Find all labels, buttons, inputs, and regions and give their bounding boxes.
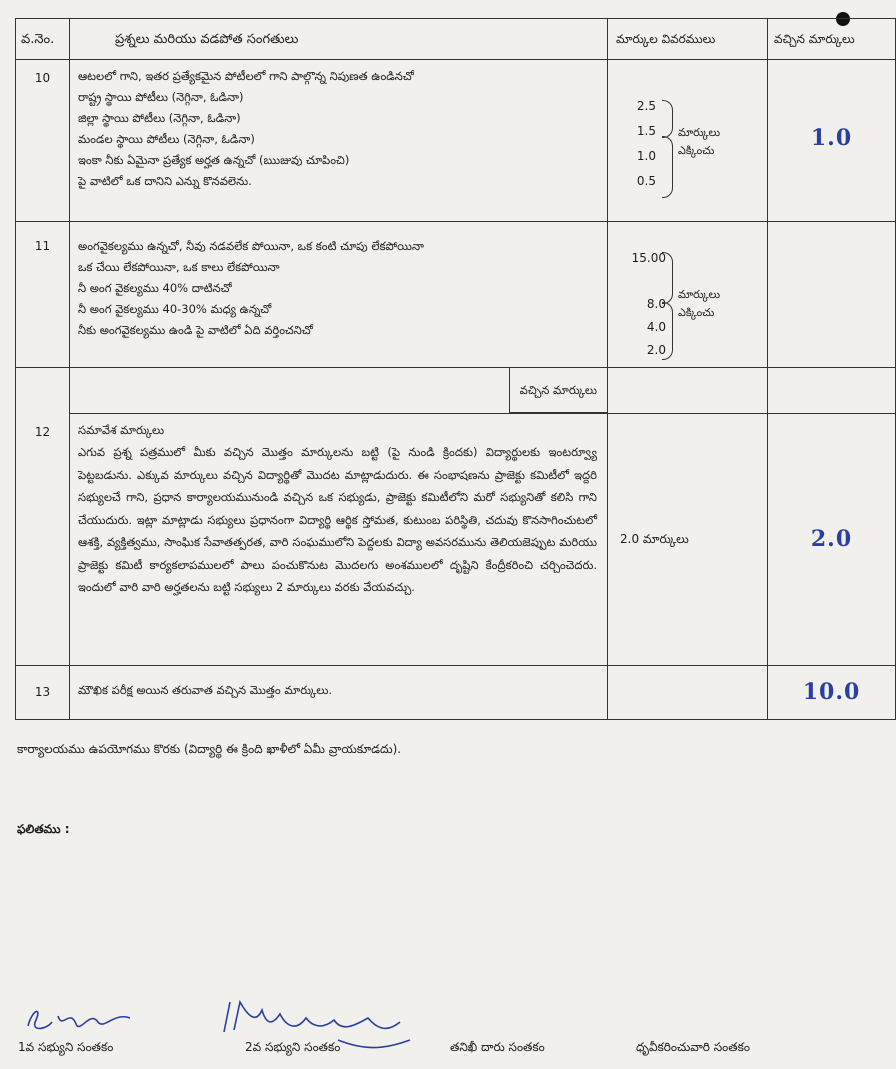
question-line: ఒక చేయి లేకపోయినా, ఒక కాలు లేకపోయినా xyxy=(78,260,280,274)
marks-values: 15.00 8.0 4.0 2.0 xyxy=(631,251,666,357)
marks-obtained: 10.0 xyxy=(768,666,896,720)
subtotal-label: వచ్చిన మార్కులు xyxy=(509,368,607,413)
question-paragraph: ఎగువ ప్రశ్న పత్రములో మీకు వచ్చిన మొత్తం మార్కులను బట్టి (పై నుండి క్రిందకు) విద్యార్థులకు ఇంటర్వ్యూ పెట్టబడును. ఎక్కువ మార్కులు వచ్చిన విద్యార్థితో మొదట మాట్లాడుదురు. ఈ సంభాషణను ప్రాజెక్టు కమిటీలో ఇద్దరి సభ్యులచే గాని, ప్రధాన కార్యాలయమునుండి వచ్చిన ఒక సభ్యుడు, ప్రాజెక్టు కమిటీలోని మరో సభ్యునితో కలిసి గాని చేయుదురు. ఇట్లా మాట్లాడు సభ్యులు ప్రధానంగా విద్యార్థి ఆర్థిక స్తోమత, కుటుంబ పరిస్థితి, చదువు కొనసాగించుటలో ఆశక్తి, వ్యక్తిత్వము, సాంఘిక సేవాతత్పరత, వారి సంఘములోని పెద్దలకు విద్యా అవసరమును తెలియజెప్పుట మరియు ప్రాజెక్టు కమిటీ కార్యకలాపములలో పాలు పంచుకొనుట మొదలగు అంశములలో దృష్టిని కేంద్రీకరించి చర్చించెదరు. ఇందులో వారి వారి అర్హతలను బట్టి సభ్యులు 2 మార్కులు వరకు వేయవచ్చు. xyxy=(78,445,597,594)
signature-member1-label: 1వ సభ్యుని సంతకం xyxy=(18,1040,114,1054)
row-number: 12 xyxy=(16,414,70,666)
subtotal-label-cell xyxy=(70,368,608,414)
question-line: పై వాటిలో ఒక దానిని ఎన్ను కొనవలెను. xyxy=(78,174,252,188)
brace-icon xyxy=(662,100,673,138)
question-line: అంగవైకల్యము ఉన్నచో, నీవు నడవలేక పోయినా, ఒక కంటి చూపు లేకపోయినా xyxy=(78,239,424,253)
question-line: ఇంకా నీకు ఏమైనా ప్రత్యేక అర్హత ఉన్నచో (ఋజువు చూపించి) xyxy=(78,153,350,167)
table-header-row xyxy=(16,19,896,60)
question-text xyxy=(70,60,608,222)
marks-details xyxy=(608,60,768,222)
table-row xyxy=(16,60,896,222)
marks-values: 2.5 1.5 1.0 0.5 xyxy=(636,99,656,188)
table-row xyxy=(16,222,896,368)
question-title: సమావేశ మార్కులు xyxy=(78,423,165,437)
header-sno: వ.నెం. xyxy=(16,19,70,60)
header-marks-details: మార్కుల వివరములు xyxy=(608,19,768,60)
marks-note: మార్కులు ఎక్కించు xyxy=(678,126,721,157)
marks-table xyxy=(15,18,896,720)
marks-details: 2.0 మార్కులు xyxy=(608,414,768,666)
question-text xyxy=(70,222,608,368)
marks-note: మార్కులు ఎక్కించు xyxy=(678,288,721,319)
header-questions: ప్రశ్నలు మరియు వడపోత సంగతులు xyxy=(70,19,608,60)
signature-1-scribble xyxy=(18,996,138,1040)
brace-icon xyxy=(662,252,673,304)
question-line: నీ అంగ వైకల్యము 40% దాటినచో xyxy=(78,281,232,295)
header-marks-obtained: వచ్చిన మార్కులు xyxy=(768,19,896,60)
question-text: మౌఖిక పరీక్ష అయిన తరువాత వచ్చిన మొత్తం మార్కులు. xyxy=(70,666,608,720)
table-row xyxy=(16,666,896,720)
brace-icon xyxy=(662,136,673,198)
signature-member2-label: 2వ సభ్యుని సంతకం xyxy=(245,1040,341,1054)
office-use-note: కార్యాలయము ఉపయోగము కొరకు (విద్యార్థి ఈ క్రింది ఖాళీలో ఏమీ వ్రాయకూడదు). xyxy=(17,742,402,756)
signature-certifier-label: ధృవీకరించువారి సంతకం xyxy=(636,1040,750,1054)
marks-obtained xyxy=(768,222,896,368)
row-number: 10 xyxy=(16,60,70,222)
marks-details xyxy=(608,222,768,368)
question-text xyxy=(70,414,608,666)
result-label: ఫలితము : xyxy=(17,822,70,836)
question-line: మండల స్థాయి పోటీలు (నెగ్గినా, ఓడినా) xyxy=(78,132,255,146)
row-number: 11 xyxy=(16,222,70,368)
brace-icon xyxy=(662,302,673,360)
question-line: నీకు అంగవైకల్యము ఉండి పై వాటిలో ఏది వర్తించనిచో xyxy=(78,323,313,337)
question-line: రాష్ట్ర స్థాయి పోటీలు (నెగ్గినా, ఓడినా) xyxy=(78,90,244,104)
question-line: జిల్లా స్థాయి పోటీలు (నెగ్గినా, ఓడినా) xyxy=(78,111,241,125)
question-line: నీ అంగ వైకల్యము 40-30% మధ్య ఉన్నచో xyxy=(78,302,272,316)
marks-obtained: 1.0 xyxy=(768,60,896,222)
table-row xyxy=(16,414,896,666)
question-line: ఆటలలో గాని, ఇతర ప్రత్యేకమైన పోటీలలో గాని పాల్గొన్న నిపుణత ఉండినచో xyxy=(78,69,414,83)
subtotal-row xyxy=(16,368,896,414)
signature-inspector-label: తనిఖీ దారు సంతకం xyxy=(450,1040,545,1054)
marks-obtained: 2.0 xyxy=(768,414,896,666)
row-number: 13 xyxy=(16,666,70,720)
